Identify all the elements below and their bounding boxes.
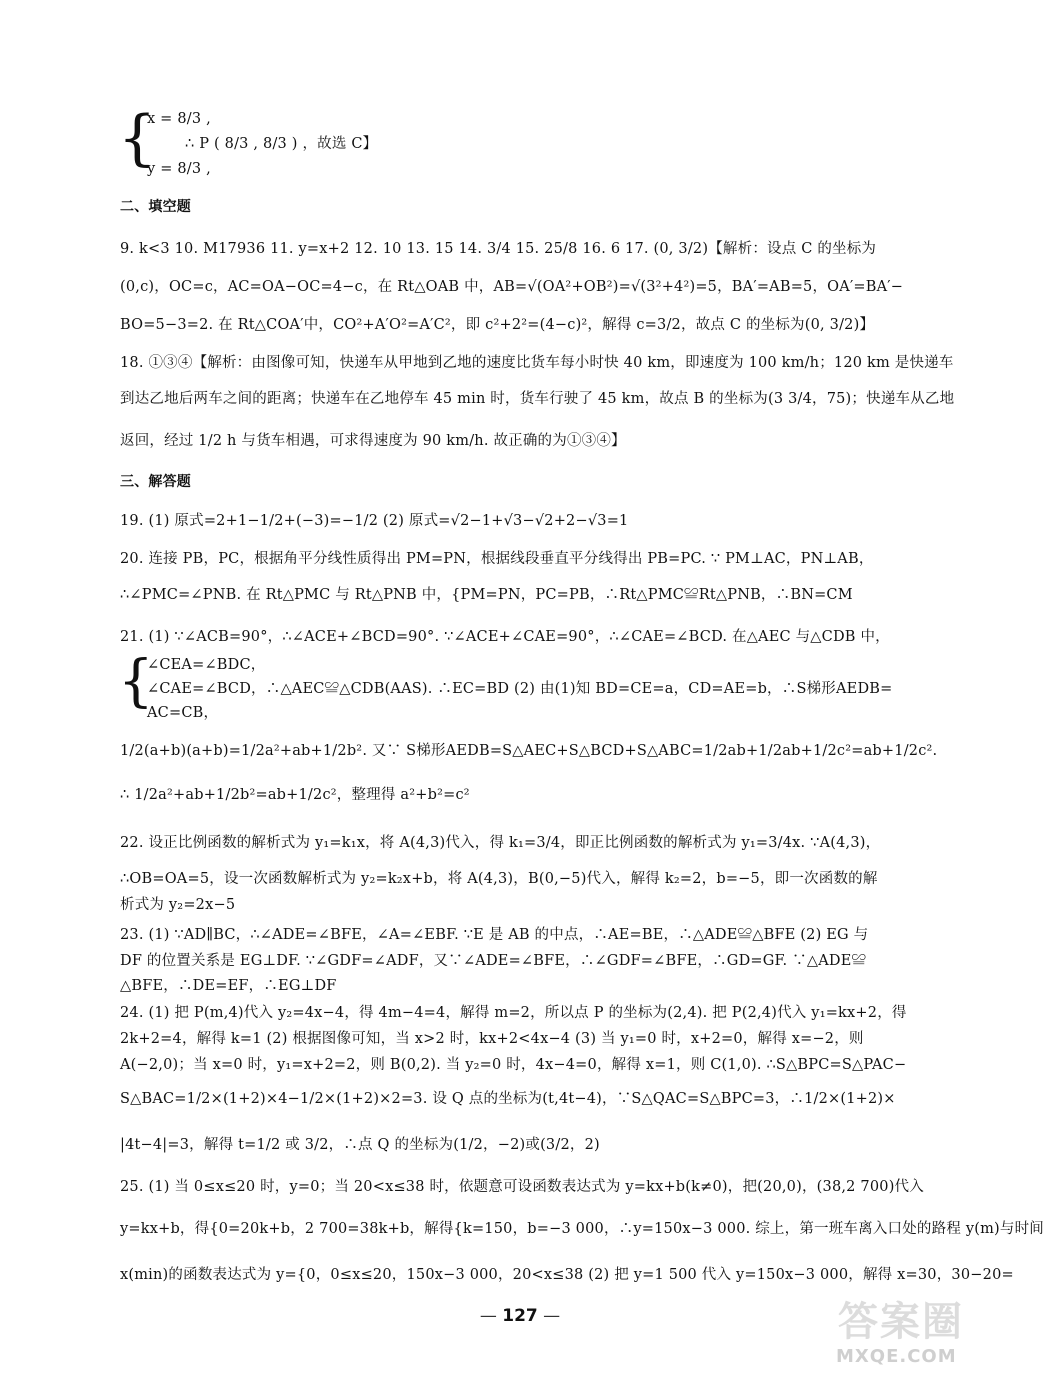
system-line-y: y = 8/3 , (147, 161, 211, 177)
system-brace: { (118, 103, 157, 173)
answer-23-line2: DF 的位置关系是 EG⊥DF. ∵∠GDF=∠ADF，又∵∠ADE=∠BFE，∴∠GDF=∠BFE，∴GD=GF. ∵△ADE≌ (120, 953, 867, 969)
answer-21-line1: 21. (1) ∵∠ACB=90°，∴∠ACE+∠BCD=90°. ∵∠ACE+∠CAE=90°，∴∠CAE=∠BCD. 在△AEC 与△CDB 中， (120, 629, 890, 645)
answer-18-line1: 18. ①③④【解析：由图像可知，快递车从甲地到乙地的速度比货车每小时快 40 km，即速度为 100 km/h；120 km 是快递车 (120, 355, 954, 371)
answer-24-line5: |4t−4|=3，解得 t=1/2 或 3/2，∴点 Q 的坐标为(1/2，−2)或(3/2，2) (120, 1137, 600, 1153)
answer-24-line2: 2k+2=4，解得 k=1 (2) 根据图像可知，当 x>2 时，kx+2<4x−4 (3) 当 y₁=0 时，x+2=0，解得 x=−2，则 (120, 1031, 864, 1047)
answer-24-line4: S△BAC=1/2×(1+2)×4−1/2×(1+2)×2=3. 设 Q 点的坐标为(t,4t−4)，∵S△QAC=S△BPC=3，∴1/2×(1+2)× (120, 1091, 896, 1107)
system-conclusion: ∴ P ( 8/3 , 8/3 ) ，故选 C】 (185, 136, 378, 152)
answer-23-line1: 23. (1) ∵AD∥BC，∴∠ADE=∠BFE，∠A=∠EBF. ∵E 是 AB 的中点，∴AE=BE，∴△ADE≌△BFE (2) EG 与 (120, 927, 869, 943)
answer-21-brace: { (118, 649, 154, 714)
section-heading-solutions: 三、解答题 (120, 474, 191, 490)
watermark-logo (828, 1290, 988, 1375)
answer-20-line2: ∴∠PMC=∠PNB. 在 Rt△PMC 与 Rt△PNB 中，{PM=PN，PC=PB，∴Rt△PMC≌Rt△PNB，∴BN=CM (120, 587, 853, 603)
section-heading-fill-blank: 二、填空题 (120, 199, 191, 215)
page-number: — 127 — (470, 1306, 570, 1326)
answer-21-line5: 1/2(a+b)(a+b)=1/2a²+ab+1/2b². 又∵ S梯形AEDB=S△AEC+S△BCD+S△ABC=1/2ab+1/2ab+1/2c²=ab+1/2c². (120, 743, 938, 759)
answer-22-line3: 析式为 y₂=2x−5 (120, 897, 236, 913)
answer-20-line1: 20. 连接 PB，PC，根据角平分线性质得出 PM=PN，根据线段垂直平分线得出 PB=PC. ∵ PM⊥AC，PN⊥AB， (120, 551, 874, 567)
answer-21-line4: AC=CB， (147, 705, 219, 721)
answer-21-line2: ∠CEA=∠BDC， (147, 657, 266, 673)
answer-25-line1: 25. (1) 当 0≤x≤20 时，y=0；当 20<x≤38 时，依题意可设函数表达式为 y=kx+b(k≠0)，把(20,0)，(38,2 700)代入 (120, 1179, 924, 1195)
answer-19: 19. (1) 原式=2+1−1/2+(−3)=−1/2 (2) 原式=√2−1+√3−√2+2−√3=1 (120, 513, 629, 529)
answer-18-line2: 到达乙地后两车之间的距离；快递车在乙地停车 45 min 时，货车行驶了 45 km，故点 B 的坐标为(3 3/4，75)；快递车从乙地 (120, 391, 955, 407)
answer-23-line3: △BFE，∴DE=EF，∴EG⊥DF (120, 978, 337, 994)
answer-22-line2: ∴OB=OA=5，设一次函数解析式为 y₂=k₂x+b，将 A(4,3)，B(0,−5)代入，解得 k₂=2，b=−5，即一次函数的解 (120, 871, 878, 887)
watermark-bottom-text: MXQE.COM (836, 1346, 957, 1367)
answer-21-line3: ∠CAE=∠BCD，∴△AEC≌△CDB(AAS). ∴EC=BD (2) 由(1)知 BD=CE=a，CD=AE=b，∴S梯形AEDB= (147, 681, 893, 697)
answer-25-line3: x(min)的函数表达式为 y={0，0≤x≤20，150x−3 000，20<x≤38 (2) 把 y=1 500 代入 y=150x−3 000，解得 x=30，30−20= (120, 1267, 1014, 1283)
answers-9-17-line1: 9. k<3 10. M17936 11. y=x+2 12. 10 13. 15 14. 3/4 15. 25/8 16. 6 17. (0, 3/2)【解析：设点 C 的坐标为 (120, 241, 877, 257)
answer-18-line3: 返回，经过 1/2 h 与货车相遇，可求得速度为 90 km/h. 故正确的为①③④】 (120, 433, 626, 449)
answer-25-line2: y=kx+b，得{0=20k+b，2 700=38k+b，解得{k=150，b=−3 000，∴y=150x−3 000. 综上，第一班车离入口处的路程 y(m)与时间 (120, 1221, 1044, 1237)
answer-24-line1: 24. (1) 把 P(m,4)代入 y₂=4x−4，得 4m−4=4，解得 m=2，所以点 P 的坐标为(2,4). 把 P(2,4)代入 y₁=kx+2，得 (120, 1005, 907, 1021)
system-line-x: x = 8/3 , (147, 111, 211, 127)
watermark-top-text: 答案圈 (838, 1299, 964, 1345)
answer-21-line6: ∴ 1/2a²+ab+1/2b²=ab+1/2c²，整理得 a²+b²=c² (120, 787, 470, 803)
answers-9-17-line2: (0,c)，OC=c，AC=OA−OC=4−c，在 Rt△OAB 中，AB=√(OA²+OB²)=√(3²+4²)=5，BA′=AB=5，OA′=BA′− (120, 279, 904, 295)
answers-9-17-line3: BO=5−3=2. 在 Rt△COA′中，CO²+A′O²=A′C²，即 c²+2²=(4−c)²，解得 c=3/2，故点 C 的坐标为(0, 3/2)】 (120, 317, 875, 333)
answer-22-line1: 22. 设正比例函数的解析式为 y₁=k₁x，将 A(4,3)代入，得 k₁=3/4，即正比例函数的解析式为 y₁=3/4x. ∵A(4,3)， (120, 835, 881, 851)
answer-24-line3: A(−2,0)；当 x=0 时，y₁=x+2=2，则 B(0,2). 当 y₂=0 时，4x−4=0，解得 x=1，则 C(1,0). ∴S△BPC=S△PAC− (120, 1057, 907, 1073)
